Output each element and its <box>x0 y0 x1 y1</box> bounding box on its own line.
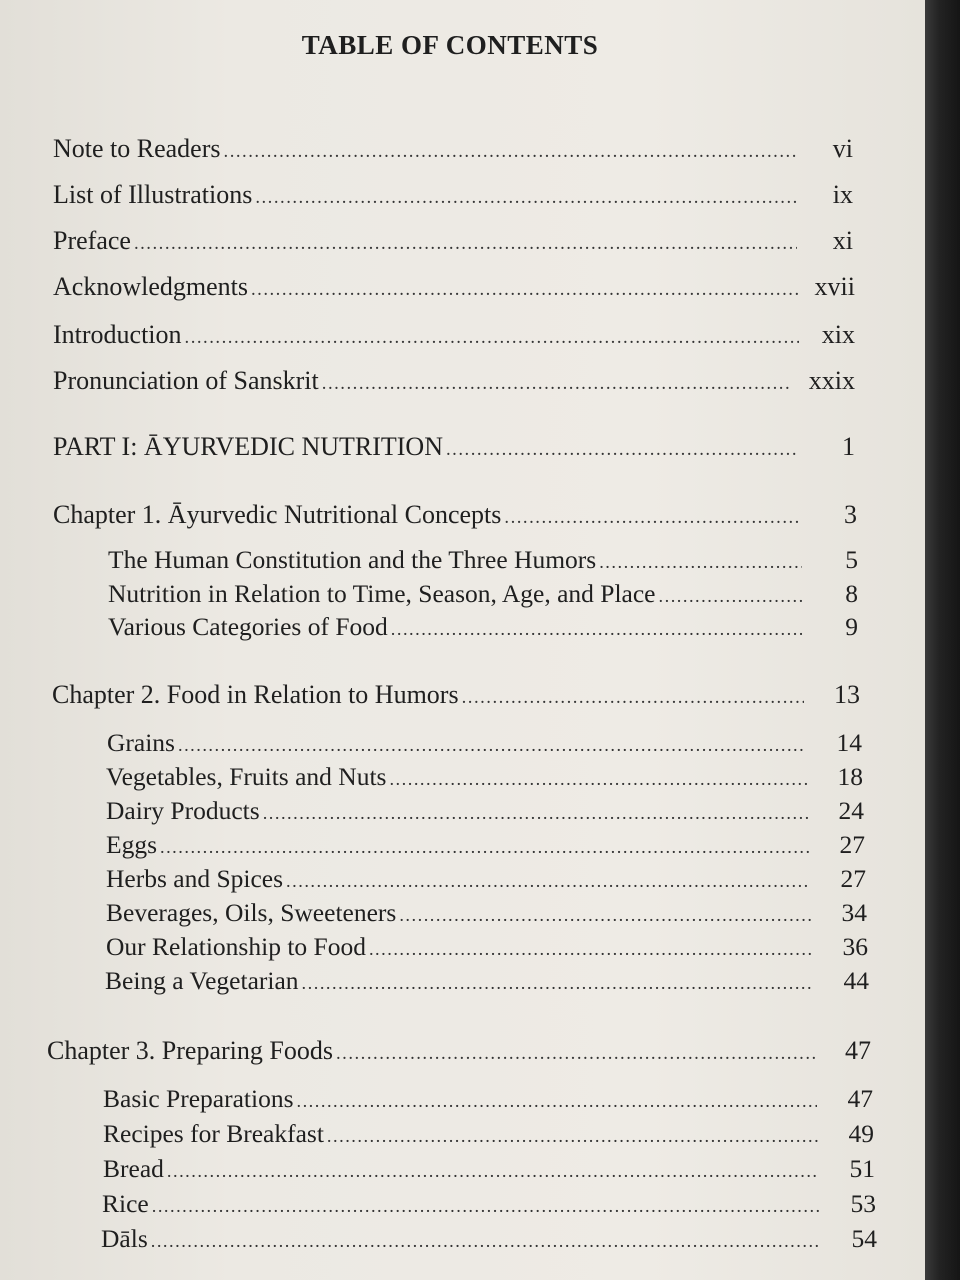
dot-leader <box>462 687 804 709</box>
toc-section-label: Herbs and Spices <box>106 864 284 893</box>
toc-section-page: 5 <box>845 545 858 574</box>
toc-entry-acknowledgments <box>53 272 855 302</box>
dot-leader <box>302 973 813 994</box>
toc-entry-list-of-illustrations <box>53 180 853 210</box>
toc-section <box>106 762 863 792</box>
dot-leader <box>446 439 799 461</box>
dot-leader <box>178 735 806 756</box>
dot-leader <box>224 141 797 163</box>
dot-leader <box>322 373 791 395</box>
toc-section <box>108 612 858 642</box>
dot-leader <box>160 837 809 858</box>
toc-section-page: 27 <box>840 864 866 893</box>
dot-leader <box>399 905 811 926</box>
toc-section-page: 24 <box>838 796 864 825</box>
toc-section <box>108 545 858 575</box>
toc-section-page: 47 <box>847 1084 873 1113</box>
toc-entry-page: xix <box>821 320 855 349</box>
toc-entry-preface <box>53 226 853 256</box>
dot-leader <box>167 1161 819 1182</box>
toc-section-label: Bread <box>103 1154 164 1183</box>
toc-section-label: Various Categories of Food <box>108 612 388 641</box>
dot-leader <box>336 1043 815 1065</box>
toc-section-page: 44 <box>843 966 869 995</box>
toc-section-page: 27 <box>839 830 865 859</box>
toc-section-label: Dāls <box>101 1224 148 1253</box>
toc-section-label: Recipes for Breakfast <box>103 1119 324 1148</box>
toc-chapter-1 <box>53 500 857 530</box>
toc-part-page: 1 <box>842 432 855 461</box>
dot-leader <box>255 187 797 209</box>
toc-section-label: Beverages, Oils, Sweeteners <box>106 898 397 927</box>
toc-section-page: 53 <box>850 1189 876 1218</box>
toc-section-page: 34 <box>841 898 867 927</box>
toc-section-page: 54 <box>851 1224 877 1253</box>
adjacent-page-edge <box>0 90 22 410</box>
toc-section <box>108 579 858 609</box>
toc-section-page: 36 <box>842 932 868 961</box>
toc-entry-label: List of Illustrations <box>53 180 253 209</box>
toc-section <box>107 728 862 758</box>
toc-section <box>106 830 865 860</box>
toc-entry-label: Acknowledgments <box>53 272 248 301</box>
dot-leader <box>659 586 802 607</box>
toc-section-label: Dairy Products <box>106 796 260 825</box>
toc-section <box>101 1224 877 1254</box>
toc-section-label: Basic Preparations <box>103 1084 294 1113</box>
toc-section <box>102 1189 876 1219</box>
toc-entry-page: ix <box>832 180 853 209</box>
toc-entry-label: Pronunciation of Sanskrit <box>53 366 319 395</box>
toc-section-label: Rice <box>102 1189 149 1218</box>
toc-part-label: PART I: ĀYURVEDIC NUTRITION <box>53 432 443 461</box>
toc-section-label: Our Relationship to Food <box>106 932 366 961</box>
dot-leader <box>134 233 797 255</box>
toc-entry-label: Introduction <box>53 320 182 349</box>
toc-chapter-page: 47 <box>845 1036 871 1065</box>
toc-entry-introduction <box>53 320 855 350</box>
toc-chapter-2 <box>52 680 860 710</box>
dot-leader <box>327 1126 818 1147</box>
toc-part-1 <box>53 432 855 462</box>
toc-section <box>106 932 868 962</box>
toc-section-label: Being a Vegetarian <box>105 966 299 995</box>
dot-leader <box>297 1091 818 1112</box>
dot-leader <box>391 619 802 640</box>
toc-entry-page: xi <box>832 226 853 255</box>
toc-chapter-label: Chapter 1. Āyurvedic Nutritional Concepts <box>53 500 502 529</box>
dot-leader <box>389 769 807 790</box>
toc-entry-page: xvii <box>814 272 855 301</box>
dot-leader <box>152 1196 820 1217</box>
toc-entry-page: xxix <box>808 366 855 395</box>
toc-section-label: Vegetables, Fruits and Nuts <box>106 762 387 791</box>
toc-chapter-page: 13 <box>834 680 860 709</box>
toc-section <box>103 1119 874 1149</box>
book-cover-edge <box>925 0 960 1280</box>
dot-leader <box>151 1231 821 1252</box>
dot-leader <box>504 507 801 529</box>
toc-section-page: 14 <box>836 728 862 757</box>
toc-chapter-3 <box>47 1036 871 1066</box>
toc-entry-pronunciation <box>53 366 855 396</box>
toc-chapter-page: 3 <box>844 500 857 529</box>
toc-section-page: 49 <box>848 1119 874 1148</box>
toc-section-page: 9 <box>845 612 858 641</box>
toc-section-page: 8 <box>845 579 858 608</box>
toc-section-page: 18 <box>837 762 863 791</box>
dot-leader <box>185 327 799 349</box>
toc-section-page: 51 <box>849 1154 875 1183</box>
toc-entry-label: Note to Readers <box>53 134 221 163</box>
toc-section <box>106 864 866 894</box>
dot-leader <box>286 871 810 892</box>
toc-section <box>103 1084 873 1114</box>
toc-section <box>103 1154 875 1184</box>
dot-leader <box>369 939 812 960</box>
toc-section-label: Eggs <box>106 830 157 859</box>
toc-section <box>106 796 864 826</box>
dot-leader <box>263 803 808 824</box>
toc-chapter-label: Chapter 2. Food in Relation to Humors <box>52 680 459 709</box>
toc-entry-label: Preface <box>53 226 131 255</box>
toc-section-label: Nutrition in Relation to Time, Season, Age, and Place <box>108 579 656 608</box>
toc-entry-page: vi <box>832 134 853 163</box>
toc-section <box>105 966 869 996</box>
toc-section <box>106 898 867 928</box>
toc-chapter-label: Chapter 3. Preparing Foods <box>47 1036 333 1065</box>
toc-section-label: Grains <box>107 728 175 757</box>
toc-section-label: The Human Constitution and the Three Humors <box>108 545 597 574</box>
page-title: TABLE OF CONTENTS <box>301 30 599 60</box>
toc-entry-note-to-readers <box>53 134 853 164</box>
dot-leader <box>599 552 802 573</box>
dot-leader <box>251 279 799 301</box>
